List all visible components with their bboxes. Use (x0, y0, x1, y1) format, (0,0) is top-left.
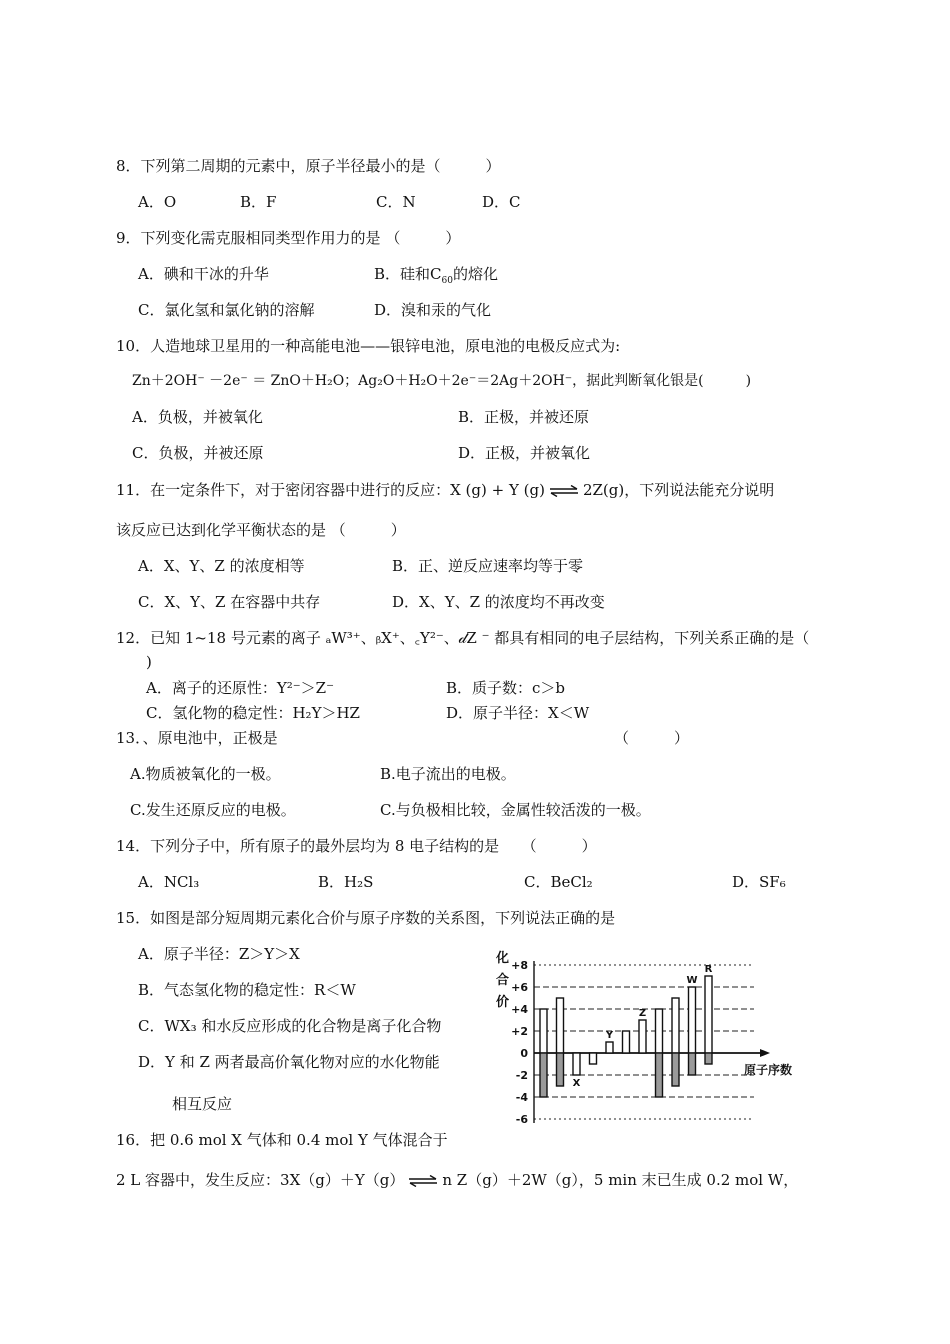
y-tick-label: +2 (511, 1025, 528, 1038)
q8-stem: 8．下列第二周期的元素中，原子半径最小的是（ ） (116, 157, 501, 175)
valence-chart (486, 944, 816, 1134)
q8-option-d: D．C (482, 193, 521, 211)
point-label: Y (605, 1030, 614, 1041)
bar (672, 1053, 679, 1086)
y-tick-label: +8 (511, 959, 528, 972)
y-axis-label: 价 (496, 995, 510, 1010)
q16-stem: 16．把 0.6 mol X 气体和 0.4 mol Y 气体混合于 (116, 1131, 448, 1149)
q13-option-b: B.电子流出的电极。 (380, 765, 516, 783)
y-tick-label: -2 (515, 1069, 528, 1082)
q8-option-a: A．O (138, 193, 177, 211)
bar (689, 987, 696, 1053)
x-axis-label: 原子序数 (743, 1063, 793, 1077)
q13-option-c: C.发生还原反应的电极。 (130, 801, 296, 819)
point-label: R (704, 964, 713, 975)
q12-stem: 12．已知 1~18 号元素的离子 ₐW³⁺、ᵦX⁺、꜀Y²⁻、𝒹Z ⁻ 都具有相同的电子层结构，下列关系正确的是（ (116, 629, 810, 647)
q11-option-c: C．X、Y、Z 在容器中共存 (138, 593, 321, 611)
q8-option-c: C．N (376, 193, 416, 211)
q11-stem-line2: 该反应已达到化学平衡状态的是 （ ） (116, 521, 406, 539)
q10-option-b: B．正极，并被还原 (458, 408, 590, 426)
q12-stem-line2: ) (146, 653, 152, 671)
bar (672, 998, 679, 1053)
point-label: Z (638, 1008, 647, 1019)
bar (639, 1020, 646, 1053)
y-axis-label: 合 (496, 973, 510, 988)
q15-option-b: B．气态氢化物的稳定性：R＜W (138, 981, 356, 999)
bar (705, 976, 712, 1053)
q15-option-d: D．Y 和 Z 两者最高价氧化物对应的水化物能 (138, 1053, 440, 1071)
q9-option-a: A．碘和干冰的升华 (138, 265, 269, 283)
q13-option-d: C.与负极相比较，金属性较活泼的一极。 (380, 801, 651, 819)
q10-option-d: D．正极，并被氧化 (458, 444, 591, 462)
q10-stem: 10．人造地球卫星用的一种高能电池——银锌电池，原电池的电极反应式为: (116, 337, 621, 355)
bar (656, 1053, 663, 1097)
point-label: W (686, 975, 698, 986)
q12-option-a: A．离子的还原性：Y²⁻＞Z⁻ (146, 679, 335, 697)
bar (606, 1042, 613, 1053)
q15-stem: 15．如图是部分短周期元素化合价与原子序数的关系图，下列说法正确的是 (116, 909, 616, 927)
q10-option-c: C．负极，并被还原 (132, 444, 264, 462)
bar (656, 1009, 663, 1053)
q13-option-a: A.物质被氧化的一极。 (130, 765, 281, 783)
bar (557, 1053, 564, 1086)
q10-option-a: A．负极，并被氧化 (132, 408, 263, 426)
bar (540, 1053, 547, 1097)
y-tick-label: +6 (511, 981, 528, 994)
q14-stem: 14．下列分子中，所有原子的最外层均为 8 电子结构的是 （ ） (116, 837, 597, 855)
x-axis-arrow-icon (760, 1049, 770, 1057)
bar (705, 1053, 712, 1064)
q9-option-b: B．硅和$C_{60}$的熔化 (374, 265, 498, 286)
q8-option-b: B．F (240, 193, 277, 211)
q9-stem: 9．下列变化需克服相同类型作用力的是 （ ） (116, 229, 461, 247)
q11-option-d: D．X、Y、Z 的浓度均不再改变 (392, 593, 605, 611)
q11-option-a: A．X、Y、Z 的浓度相等 (138, 557, 305, 575)
q16-stem-line2: 2 L 容器中，发生反应：3X（g）＋Y（g） n Z（g）＋2W（g），5 min 末已生成 0.2 mol W， (116, 1171, 799, 1189)
q12-option-b: B．质子数：c＞b (446, 679, 566, 697)
q14-option-b: B．H₂S (318, 873, 374, 891)
q15-option-c: C．WX₃ 和水反应形成的化合物是离子化合物 (138, 1017, 442, 1035)
equilibrium-arrow-icon (549, 485, 579, 497)
point-label: X (572, 1078, 581, 1089)
q11-option-b: B．正、逆反应速率均等于零 (392, 557, 584, 575)
q14-option-a: A．NCl₃ (138, 873, 200, 891)
bar (573, 1053, 580, 1075)
q12-option-d: D．原子半径：X＜W (446, 704, 590, 722)
q14-option-c: C．BeCl₂ (524, 873, 593, 891)
q9-option-c: C．氯化氢和氯化钠的溶解 (138, 301, 315, 319)
y-tick-label: -6 (515, 1113, 528, 1126)
q15-option-d-cont: 相互反应 (172, 1095, 233, 1113)
bar (590, 1053, 597, 1064)
bar (557, 998, 564, 1053)
bar (689, 1053, 696, 1075)
q15-option-a: A．原子半径：Z＞Y＞X (138, 945, 300, 963)
q12-option-c: C．氢化物的稳定性：H₂Y＞HZ (146, 704, 360, 722)
q10-equation: Zn＋2OH⁻ －2e⁻ ＝ ZnO＋H₂O；Ag₂O＋H₂O＋2e⁻＝2Ag＋2OH⁻，据此判断氧化银是( ) (132, 373, 752, 389)
y-tick-label: -4 (515, 1091, 528, 1104)
y-axis-label: 化 (496, 951, 510, 966)
q11-stem: 11．在一定条件下，对于密闭容器中进行的反应：X (g) + Y (g) 2Z(g)，下列说法能充分说明 (116, 481, 775, 499)
y-tick-label: +4 (511, 1003, 528, 1016)
bar (540, 1009, 547, 1053)
bar (623, 1031, 630, 1053)
equilibrium-arrow-icon (408, 1175, 438, 1187)
q13-stem: 13．、原电池中，正极是 (116, 729, 278, 747)
q9-option-d: D．溴和汞的气化 (374, 301, 492, 319)
q13-paren: （ ） (614, 729, 690, 747)
q14-option-d: D．SF₆ (732, 873, 786, 891)
y-tick-label: 0 (520, 1047, 528, 1060)
